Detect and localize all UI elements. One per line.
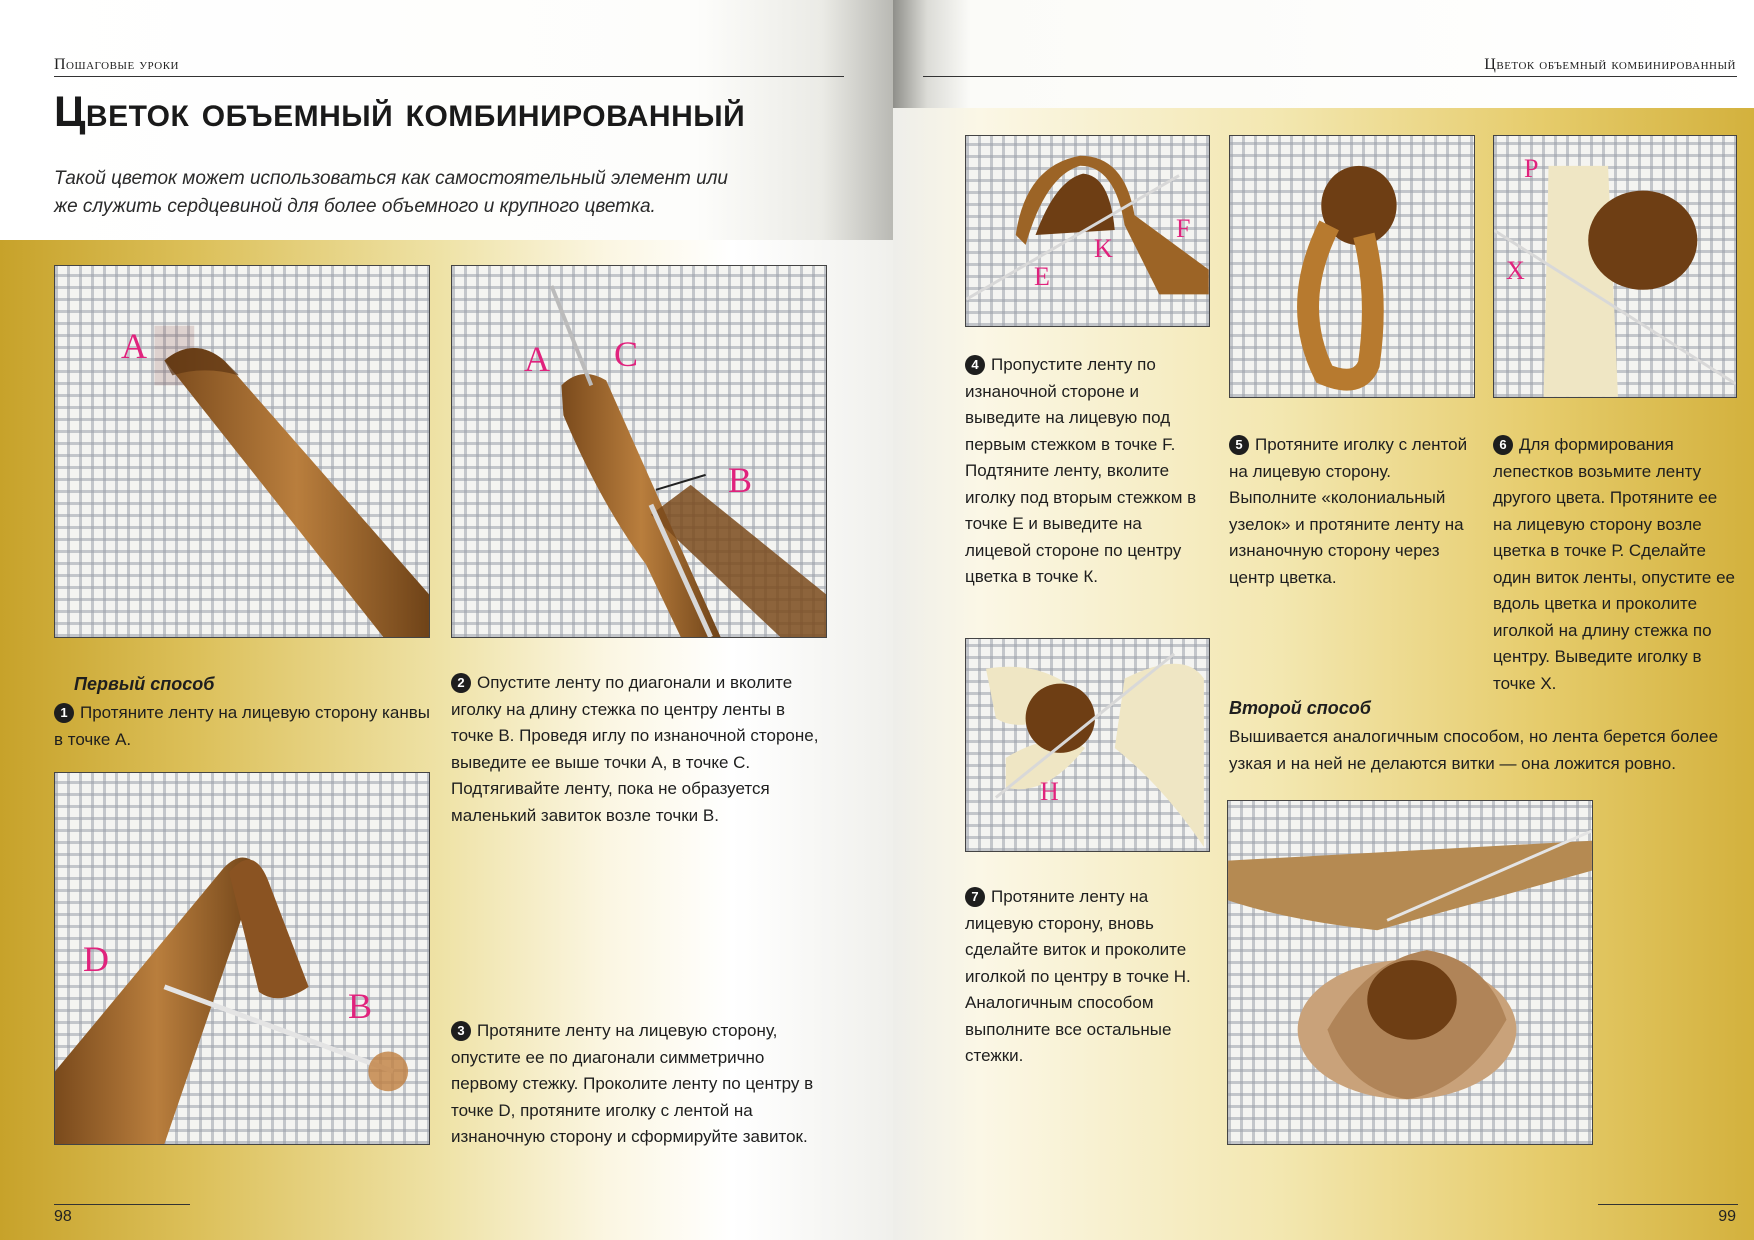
step-number: 2 [451,673,471,693]
step4-photo [965,135,1210,327]
step-number: 3 [451,1021,471,1041]
right-page [893,0,1754,1240]
step5-photo [1229,135,1475,398]
point-label-e: E [1034,262,1050,291]
point-label-b: B [348,986,373,1026]
point-label-h: H [1040,777,1059,806]
step-6-text: Для формирования лепестков возьмите ленту другого цвета. Протяните ее на лицевую сторону возле цветка в точке Р. Сделайте один виток ленты, опустите ее вдоль цветка и проколите иголкой на длину стежка по центру. Выведите иголку в точке Х. [1493,435,1735,693]
step-4 [965,352,1210,591]
step-3-text: Протяните ленту на лицевую сторону, опустите ее по диагонали симметрично первому стежку. Проколите ленту по центру в точке D, протяните иголку с лентой на изнаночную сторону и сформируйте завиток. [451,1021,814,1146]
step-1 [54,700,434,753]
step5-ribbon-illustration [1230,136,1474,397]
step-2 [451,670,829,829]
point-label-p: P [1524,154,1539,183]
step-number: 5 [1229,435,1249,455]
step1-photo [54,265,430,638]
first-method-heading: Первый способ [74,674,215,694]
intro-text: Такой цветок может использоваться как самостоятельный элемент или же служить сердцевиной для более объемного и крупного цветка. [54,168,728,217]
step-number: 4 [965,355,985,375]
step2-ribbon-illustration [452,266,826,637]
point-label-k: K [1094,234,1113,263]
header-rule-right [923,76,1737,77]
step-4-text: Пропустите ленту по изнаночной стороне и выведите на лицевую под первым стежком в точке F. Подтяните ленту, вколите иголку под вторым стежком в точке Е и выведите на лицевой стороне по центру цветка в точке К. [965,355,1197,586]
step-7-text: Протяните ленту на лицевую сторону, вновь сделайте виток и проколите иголкой по центру в точке Н. Аналогичным способом выполните все остальные стежки. [965,887,1191,1065]
point-label-a: A [524,339,550,379]
page-title: Цветок объемный комбинированный [54,88,746,136]
finished-flower-photo [1227,800,1593,1145]
point-label-c: C [614,334,639,374]
finished-flower-illustration [1228,801,1592,1144]
header-rule-left [54,76,844,77]
step-5-text: Протяните иголку с лентой на лицевую сторону. Выполните «колониальный узелок» и протяните ленту на изнаночную сторону через центр цветка. [1229,435,1468,587]
step-5 [1229,432,1475,591]
point-label-f: F [1176,214,1191,243]
step-number: 7 [965,887,985,907]
step-number: 6 [1493,435,1513,455]
second-method-text: Вышивается аналогичным способом, но лента берется более узкая и на ней не делаются витки — она ложится ровно. [1229,727,1719,773]
step7-ribbon-illustration [966,639,1209,851]
step3-photo [54,772,430,1145]
page-number-left: 98 [54,1208,72,1225]
second-method-heading: Второй способ [1229,698,1371,718]
step3-ribbon-illustration [55,773,429,1144]
step-number: 1 [54,703,74,723]
point-label-x: X [1506,256,1525,285]
step-1-text: Протяните ленту на лицевую сторону канвы в точке А. [54,703,430,749]
step7-photo [965,638,1210,852]
footer-rule-left [54,1204,190,1205]
footer-rule-right [1598,1204,1738,1205]
step-2-text: Опустите ленту по диагонали и вколите иголку на длину стежка по центру ленты в точке В. Проведя иглу по изнаночной стороне, выведите ее выше точки А, в точке С. Подтягивайте ленту, пока не образуется маленький завиток возле точки В. [451,673,819,825]
step4-ribbon-illustration [966,136,1209,326]
step-6 [1493,432,1739,697]
step-3 [451,1018,829,1151]
step1-ribbon-illustration [55,266,429,637]
running-head-left: Пошаговые уроки [54,56,179,73]
page-number-right: 99 [1718,1208,1736,1225]
running-head-right: Цветок объемный комбинированный [1484,56,1736,73]
step6-photo [1493,135,1737,398]
point-label-b: B [728,460,753,500]
point-label-d: D [83,939,109,979]
step2-photo [451,265,827,638]
step-7 [965,884,1210,1070]
point-label-a: A [121,326,147,366]
